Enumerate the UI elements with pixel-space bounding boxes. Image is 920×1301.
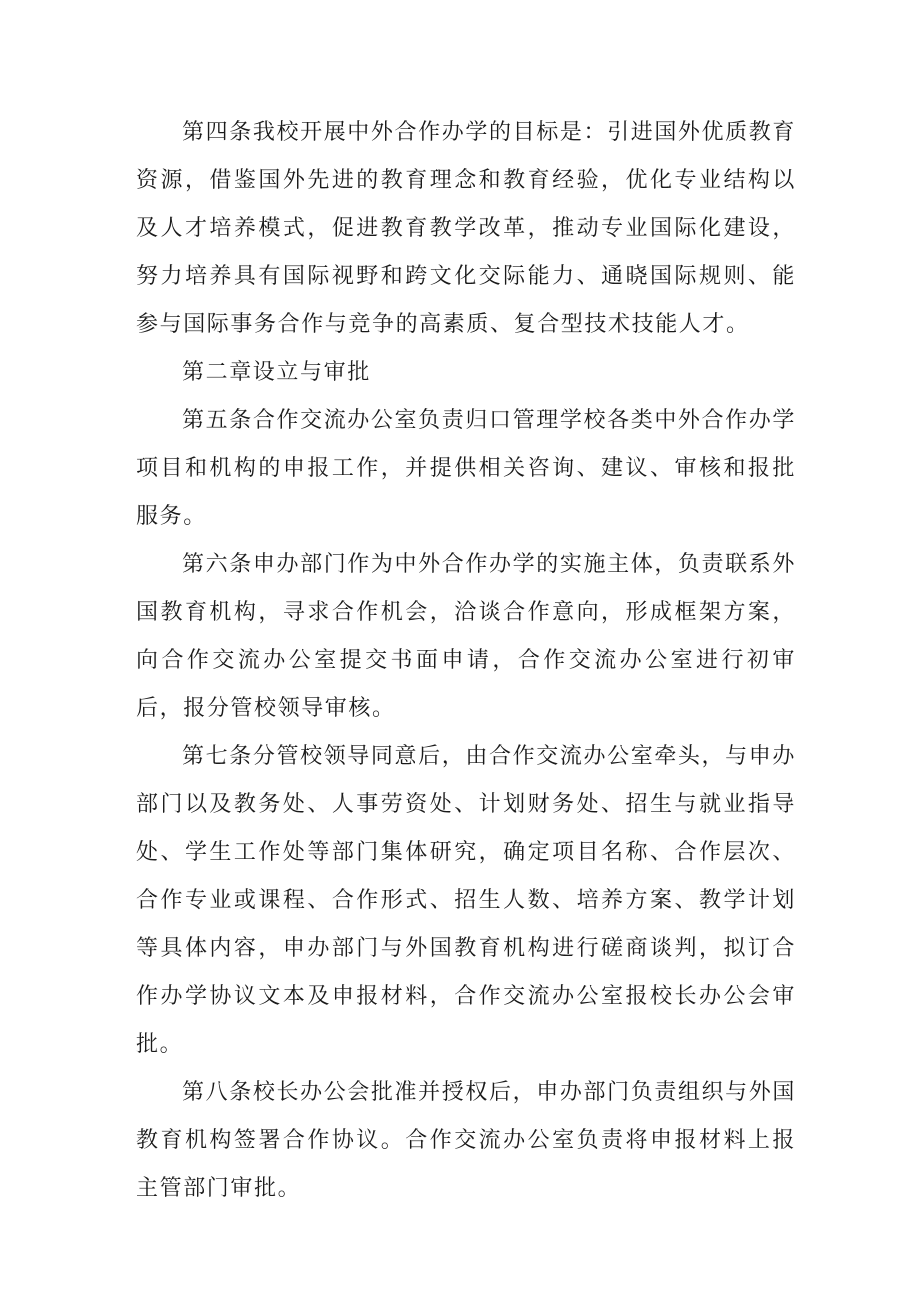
article-6-paragraph: 第六条申办部门作为中外合作办学的实施主体，负责联系外国教育机构，寻求合作机会，洽谈合作意向，形成框架方案，向合作交流办公室提交书面申请，合作交流办公室进行初审后，报分管校领导审核。 <box>136 552 796 721</box>
document-body <box>136 109 796 1213</box>
chapter-2-heading: 第二章设立与审批 <box>182 360 371 385</box>
article-4-paragraph: 第四条我校开展中外合作办学的目标是：引进国外优质教育资源，借鉴国外先进的教育理念和教育经验，优化专业结构以及人才培养模式，促进教育教学改革，推动专业国际化建设，努力培养具有国际视野和跨文化交际能力、通晓国际规则、能参与国际事务合作与竞争的高素质、复合型技术技能人才。 <box>136 120 796 337</box>
article-7-paragraph: 第七条分管校领导同意后，由合作交流办公室牵头，与申办部门以及教务处、人事劳资处、计划财务处、招生与就业指导处、学生工作处等部门集体研究，确定项目名称、合作层次、合作专业或课程、合作形式、招生人数、培养方案、教学计划等具体内容，申办部门与外国教育机构进行磋商谈判，拟订合作办学协议文本及申报材料，合作交流办公室报校长办公会审批。 <box>136 744 796 1057</box>
article-5-paragraph: 第五条合作交流办公室负责归口管理学校各类中外合作办学项目和机构的申报工作，并提供相关咨询、建议、审核和报批服务。 <box>136 408 796 529</box>
article-8-paragraph: 第八条校长办公会批准并授权后，申办部门负责组织与外国教育机构签署合作协议。合作交流办公室负责将申报材料上报主管部门审批。 <box>136 1080 796 1201</box>
